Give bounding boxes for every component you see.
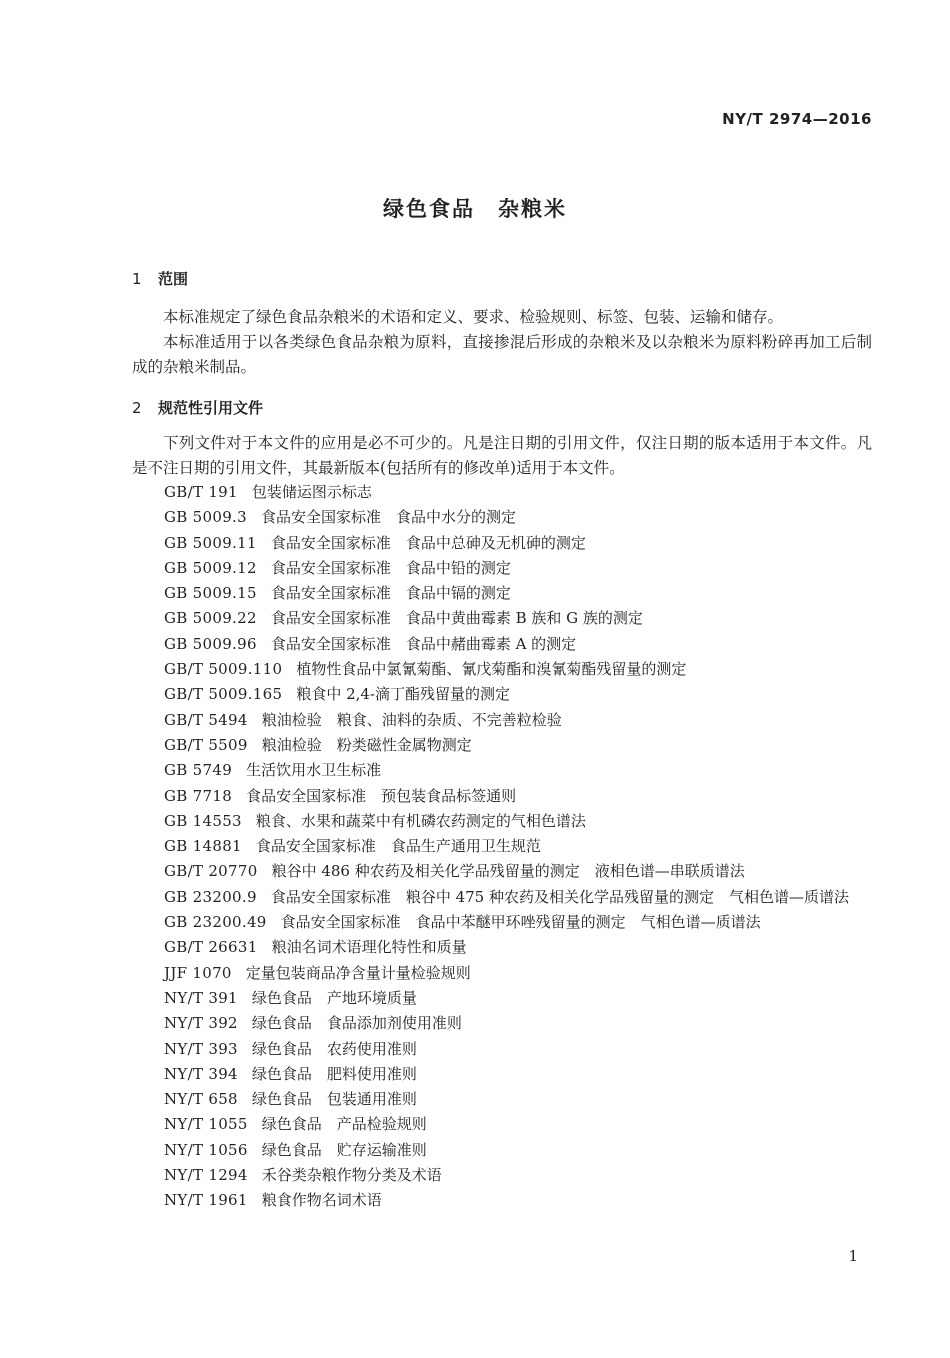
- reference-code: NY/T 1294: [164, 1166, 248, 1185]
- reference-code: GB/T 26631: [164, 938, 258, 957]
- section-number: 1: [132, 270, 142, 288]
- reference-code: GB 23200.49: [164, 913, 267, 932]
- reference-title: 食品安全国家标准 食品中水分的测定: [260, 508, 516, 527]
- reference-item: [132, 935, 872, 960]
- reference-title: 粮油检验 粮食、油料的杂质、不完善粒检验: [261, 710, 562, 729]
- reference-title: 食品安全国家标准 食品中总砷及无机砷的测定: [270, 533, 586, 552]
- reference-item: [132, 758, 872, 783]
- reference-code: NY/T 391: [164, 988, 238, 1007]
- reference-code: NY/T 393: [164, 1039, 238, 1058]
- reference-item: [132, 961, 872, 986]
- reference-item: [132, 1062, 872, 1087]
- reference-item: [132, 784, 872, 809]
- reference-item: [132, 910, 872, 935]
- reference-code: GB 5009.22: [164, 609, 257, 628]
- reference-code: GB 5009.96: [164, 634, 257, 653]
- section-heading-references: [132, 397, 263, 418]
- reference-code: GB 14881: [164, 837, 242, 856]
- reference-code: GB 5749: [164, 761, 233, 780]
- page-number: 1: [848, 1247, 858, 1265]
- reference-title: 食品安全国家标准 食品中铅的测定: [270, 558, 511, 577]
- reference-title: 定量包装商品净含量计量检验规则: [245, 963, 471, 982]
- scope-paragraph-2: 本标准适用于以各类绿色食品杂粮为原料，直接掺混后形成的杂粮米及以杂粮米为原料粉碎再加工后制成的杂粮米制品。: [132, 333, 872, 376]
- reference-code: GB 23200.9: [164, 887, 257, 906]
- reference-item: [132, 834, 872, 859]
- reference-title: 粮食作物名词术语: [261, 1191, 382, 1210]
- reference-title: 禾谷类杂粮作物分类及术语: [261, 1166, 442, 1185]
- reference-code: GB 5009.12: [164, 558, 257, 577]
- reference-item: [132, 556, 872, 581]
- section-heading-scope: [132, 268, 188, 289]
- reference-title: 绿色食品 包装通用准则: [251, 1090, 417, 1109]
- reference-code: NY/T 1056: [164, 1140, 248, 1159]
- standard-code: NY/T 2974—2016: [722, 110, 872, 128]
- reference-title: 食品安全国家标准 食品中赭曲霉素 A 的测定: [270, 634, 577, 653]
- reference-title: 粮食、水果和蔬菜中有机磷农药测定的气相色谱法: [255, 811, 586, 830]
- reference-code: GB 5009.3: [164, 508, 247, 527]
- section-number: 2: [132, 399, 142, 417]
- reference-code: GB/T 20770: [164, 862, 258, 881]
- reference-title: 食品安全国家标准 粮谷中 475 种农药及相关化学品残留量的测定 气相色谱—质谱法: [270, 887, 849, 906]
- reference-code: GB 7718: [164, 786, 233, 805]
- reference-title: 食品安全国家标准 食品生产通用卫生规范: [255, 837, 541, 856]
- reference-title: 植物性食品中氯氰菊酯、氰戊菊酯和溴氰菊酯残留量的测定: [296, 660, 687, 679]
- reference-title: 粮食中 2,4-滴丁酯残留量的测定: [296, 685, 511, 704]
- reference-item: [132, 531, 872, 556]
- reference-title: 粮谷中 486 种农药及相关化学品残留量的测定 液相色谱—串联质谱法: [271, 862, 745, 881]
- reference-item: [132, 1188, 872, 1213]
- reference-item: [132, 657, 872, 682]
- reference-title: 绿色食品 肥料使用准则: [251, 1064, 417, 1083]
- reference-code: NY/T 1055: [164, 1115, 248, 1134]
- reference-title: 粮油检验 粉类磁性金属物测定: [261, 735, 472, 754]
- reference-item: [132, 708, 872, 733]
- reference-item: [132, 505, 872, 530]
- reference-code: NY/T 1961: [164, 1191, 248, 1210]
- reference-title: 粮油名词术语理化特性和质量: [271, 938, 467, 957]
- reference-code: GB/T 5009.110: [164, 660, 283, 679]
- reference-code: GB 5009.15: [164, 584, 257, 603]
- reference-title: 食品安全国家标准 预包装食品标签通则: [246, 786, 517, 805]
- reference-code: NY/T 658: [164, 1090, 238, 1109]
- reference-code: NY/T 394: [164, 1064, 238, 1083]
- reference-item: [132, 480, 872, 505]
- reference-item: [132, 1112, 872, 1137]
- reference-code: NY/T 392: [164, 1014, 238, 1033]
- reference-code: GB 5009.11: [164, 533, 257, 552]
- reference-item: [132, 986, 872, 1011]
- reference-code: GB/T 5494: [164, 710, 248, 729]
- reference-code: GB/T 5009.165: [164, 685, 283, 704]
- reference-title: 食品安全国家标准 食品中镉的测定: [270, 584, 511, 603]
- reference-item: [132, 733, 872, 758]
- reference-item: [132, 859, 872, 884]
- reference-title: 绿色食品 产品检验规则: [261, 1115, 427, 1134]
- reference-item: [132, 885, 872, 910]
- reference-code: GB 14553: [164, 811, 242, 830]
- reference-title: 绿色食品 农药使用准则: [251, 1039, 417, 1058]
- scope-paragraph-1: 本标准规定了绿色食品杂粮米的术语和定义、要求、检验规则、标签、包装、运输和储存。: [163, 308, 784, 326]
- document-title: 绿色食品 杂粮米: [383, 197, 567, 221]
- reference-item: [132, 606, 872, 631]
- reference-item: [132, 632, 872, 657]
- reference-title: 绿色食品 产地环境质量: [251, 988, 417, 1007]
- reference-title: 包装储运图示标志: [251, 483, 372, 501]
- reference-item: [132, 1087, 872, 1112]
- reference-title: 食品安全国家标准 食品中黄曲霉素 B 族和 G 族的测定: [270, 609, 643, 628]
- reference-item: [132, 809, 872, 834]
- reference-code: JJF 1070: [164, 963, 232, 982]
- reference-list: [132, 480, 872, 1214]
- reference-code: GB/T 5509: [164, 735, 248, 754]
- reference-title: 生活饮用水卫生标准: [246, 761, 382, 780]
- reference-title: 食品安全国家标准 食品中苯醚甲环唑残留量的测定 气相色谱—质谱法: [280, 913, 761, 932]
- reference-item: [132, 1138, 872, 1163]
- reference-title: 绿色食品 贮存运输准则: [261, 1140, 427, 1159]
- section-title: 规范性引用文件: [158, 399, 264, 417]
- reference-item: [132, 1037, 872, 1062]
- reference-item: [132, 1011, 872, 1036]
- references-intro: 下列文件对于本文件的应用是必不可少的。凡是注日期的引用文件，仅注日期的版本适用于本文件。凡是不注日期的引用文件，其最新版本(包括所有的修改单)适用于本文件。: [132, 434, 872, 477]
- reference-item: [132, 682, 872, 707]
- reference-item: [132, 581, 872, 606]
- reference-item: [132, 1163, 872, 1188]
- reference-title: 绿色食品 食品添加剂使用准则: [251, 1014, 462, 1033]
- reference-code: GB/T 191: [164, 483, 238, 501]
- section-title: 范围: [158, 270, 189, 288]
